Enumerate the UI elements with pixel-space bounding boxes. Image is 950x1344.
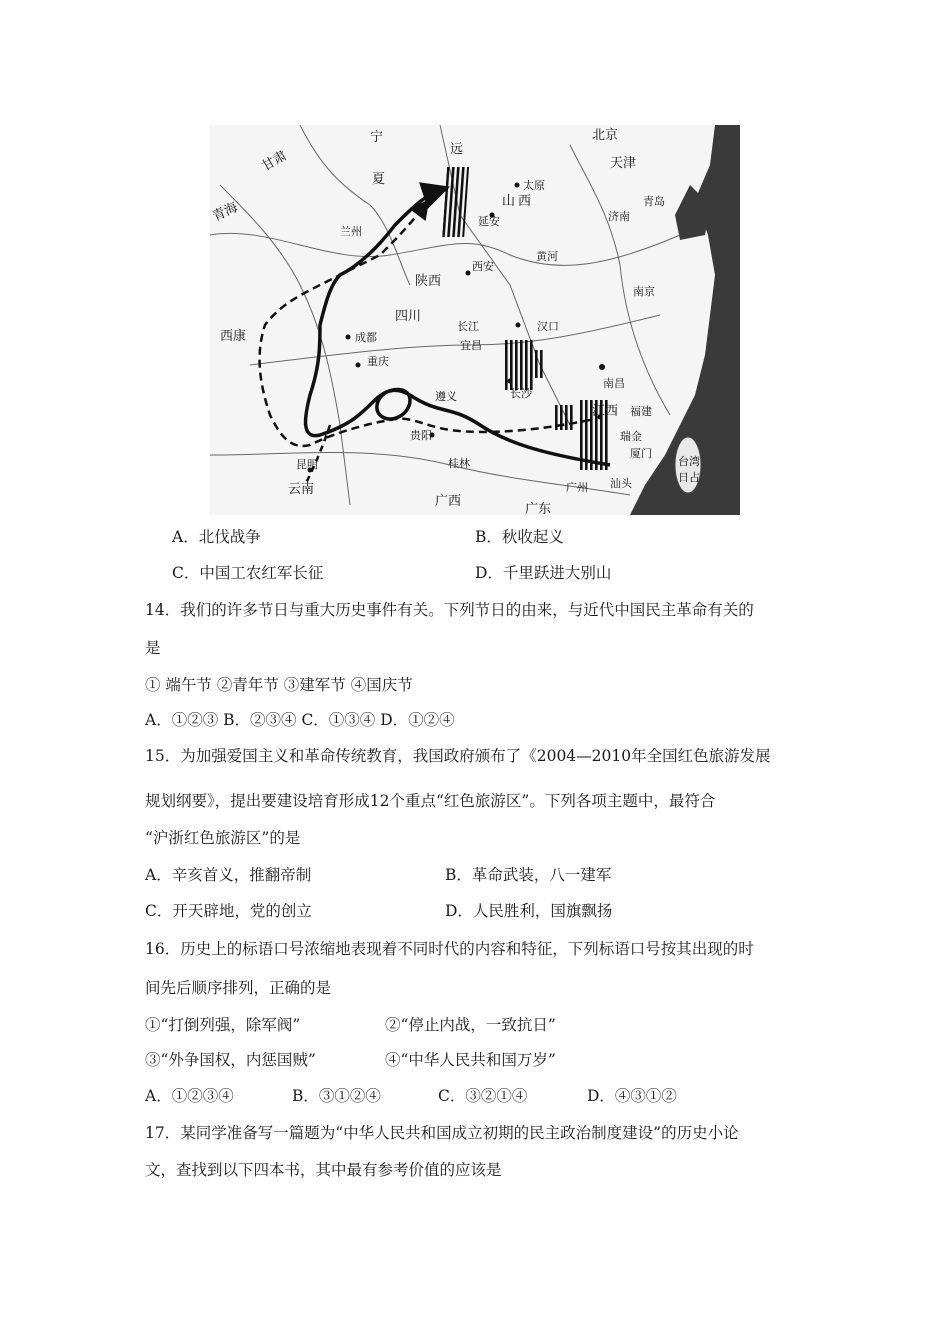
- q15-stem-line2: 规划纲要》，提出要建设培育形成12个重点“红色旅游区”。下列各项主题中，最符合: [145, 792, 716, 810]
- q13-option-b: B．秋收起义: [475, 528, 564, 546]
- q16-answer-c: C．③②①④: [438, 1087, 528, 1105]
- q15-option-b: B．革命武装，八一建军: [445, 866, 612, 884]
- label-guilin: 桂林: [448, 457, 470, 470]
- q16-item-2: ②“停止内战，一致抗日”: [385, 1016, 556, 1034]
- label-guangzhou: 广州: [566, 481, 588, 494]
- label-xikang: 西康: [220, 329, 247, 344]
- label-jiangxi: 江西: [592, 404, 619, 419]
- label-taiyuan: 太原: [523, 179, 545, 192]
- label-riri: 日占: [678, 471, 700, 484]
- label-sichuan: 四川: [395, 309, 422, 324]
- q13-option-c: C．中国工农红军长征: [172, 564, 324, 582]
- label-xi1: 西: [518, 194, 532, 209]
- q15-option-d: D．人民胜利，国旗飘扬: [445, 902, 613, 920]
- label-xiamen: 厦门: [630, 447, 652, 460]
- label-xian: 西安: [472, 260, 494, 273]
- label-lanzhou: 兰州: [340, 225, 362, 238]
- q14-answers: A．①②③ B．②③④ C．①③④ D．①②④: [145, 711, 455, 729]
- label-tianjin: 天津: [610, 156, 637, 171]
- label-huanghe: 黄河: [536, 250, 558, 263]
- label-kunming: 昆明: [296, 458, 318, 471]
- label-jinan: 济南: [608, 210, 630, 223]
- label-yunnan: 云南: [288, 482, 315, 497]
- q14-stem-line1: 14．我们的许多节日与重大历史事件有关。下列节日的由来，与近代中国民主革命有关的: [145, 601, 754, 619]
- q17-stem-line1: 17．某同学准备写一篇题为“中华人民共和国成立初期的民主政治制度建设”的历史小论: [145, 1124, 739, 1142]
- label-taiwan: 台湾: [678, 455, 700, 468]
- label-ruijin: 瑞金: [620, 430, 642, 443]
- label-gansu: 甘肃: [259, 148, 290, 175]
- label-yichang: 宜昌: [460, 339, 482, 352]
- label-nanchang: 南昌: [603, 377, 625, 390]
- label-changsha: 长沙: [510, 387, 532, 400]
- label-guangxi: 广西: [435, 494, 462, 509]
- label-ningxia: 宁: [370, 130, 384, 145]
- label-chongqing: 重庆: [367, 355, 389, 368]
- label-yanan: 延安: [478, 215, 500, 228]
- q15-stem-line1: 15．为加强爱国主义和革命传统教育，我国政府颁布了《2004—2010年全国红色旅游发展: [145, 747, 771, 765]
- q16-stem-line2: 间先后顺序排列，正确的是: [145, 979, 332, 997]
- label-shaanxi: 陕西: [415, 274, 442, 289]
- label-guiyang: 贵阳: [410, 429, 432, 442]
- q15-option-c: C．开天辟地，党的创立: [145, 902, 312, 920]
- long-march-map: [210, 125, 740, 515]
- label-shantou: 汕头: [610, 477, 632, 490]
- q14-stem-line2: 是: [145, 639, 161, 657]
- label-nanjing: 南京: [633, 285, 655, 298]
- eyuwan-base: [530, 350, 545, 378]
- q15-stem-line3: “沪浙红色旅游区”的是: [145, 829, 301, 847]
- q16-item-1: ①“打倒列强，除军阀”: [145, 1016, 301, 1034]
- label-changjiang: 长江: [457, 320, 479, 333]
- q16-item-3: ③“外争国权，内惩国贼”: [145, 1051, 316, 1069]
- label-qingdao: 青岛: [643, 195, 665, 208]
- label-zunyi: 遵义: [435, 390, 457, 403]
- q13-option-a: A．北伐战争: [172, 528, 261, 546]
- q16-answer-d: D．④③①②: [587, 1087, 677, 1105]
- label-hankou: 汉口: [537, 320, 559, 333]
- label-chengdu: 成都: [355, 331, 377, 344]
- q15-option-a: A．辛亥首义，推翻帝制: [145, 866, 312, 884]
- q13-option-d: D．千里跃进大别山: [475, 564, 612, 582]
- q14-items: ① 端午节 ②青年节 ③建军节 ④国庆节: [145, 676, 413, 694]
- q17-stem-line2: 文，查找到以下四本书，其中最有参考价值的应该是: [145, 1161, 502, 1179]
- label-shan: 山: [502, 194, 516, 209]
- label-yuan: 远: [450, 142, 464, 157]
- label-guangdong: 广东: [525, 502, 552, 515]
- label-xia: 夏: [372, 172, 386, 187]
- q16-answer-b: B．③①②④: [292, 1087, 381, 1105]
- q16-stem-line1: 16．历史上的标语口号浓缩地表现着不同时代的内容和特征，下列标语口号按其出现的时: [145, 940, 754, 958]
- q16-item-4: ④“中华人民共和国万岁”: [385, 1051, 556, 1069]
- q16-answer-a: A．①②③④: [145, 1087, 234, 1105]
- label-qinghai: 青海: [210, 200, 241, 225]
- label-beijing: 北京: [592, 128, 619, 143]
- label-fujian: 福建: [630, 405, 652, 418]
